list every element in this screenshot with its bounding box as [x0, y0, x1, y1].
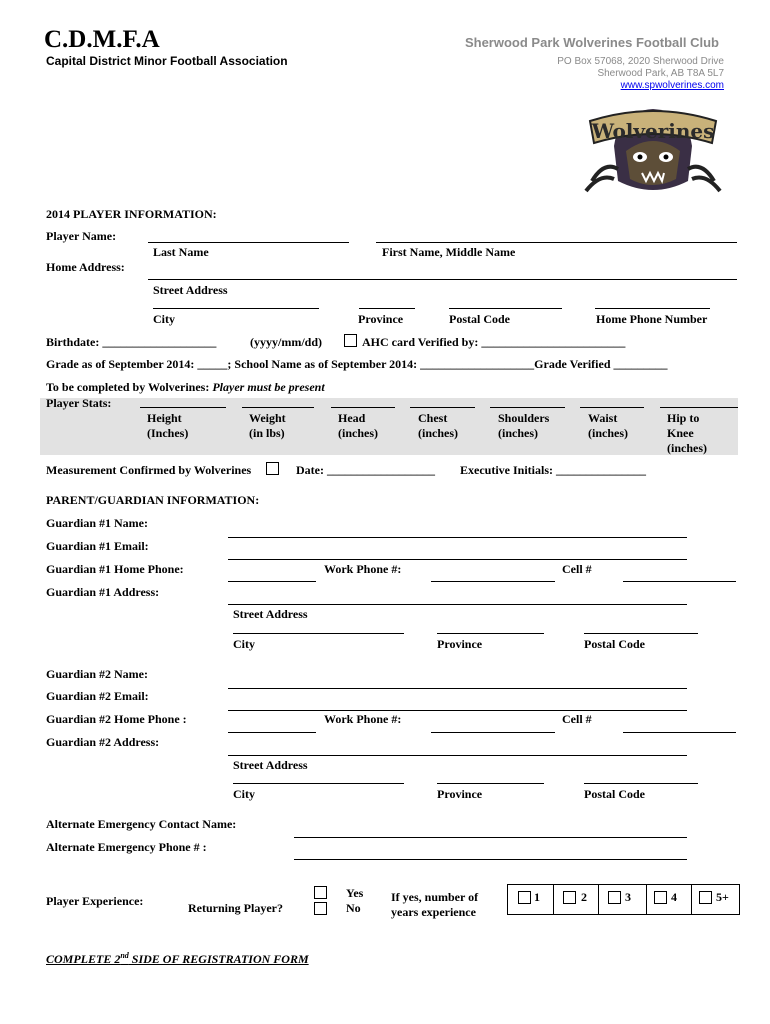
org-abbreviation: C.D.M.F.A	[44, 26, 160, 53]
club-address-line1: PO Box 57068, 2020 Sherwood Drive	[557, 56, 724, 67]
years-3-label: 3	[625, 890, 631, 904]
grade-school-line[interactable]: Grade as of September 2014: _____; School Name as of September 2014: ___________________Grade Verified _________	[46, 357, 668, 371]
guardian2-city-caption: City	[233, 787, 255, 801]
guardian2-street-field[interactable]	[228, 755, 687, 756]
last-name-caption: Last Name	[153, 245, 209, 259]
guardian1-city-caption: City	[233, 637, 255, 651]
shoulders-field[interactable]	[490, 407, 565, 408]
complete-second-side-note: COMPLETE 2nd SIDE OF REGISTRATION FORM	[46, 951, 309, 966]
guardian1-name-label: Guardian #1 Name:	[46, 516, 148, 530]
postal-code-field[interactable]	[449, 308, 562, 309]
weight-caption: Weight (in lbs)	[249, 411, 286, 440]
wolverines-note-text: To be completed by Wolverines:	[46, 380, 213, 394]
years-4-checkbox[interactable]	[654, 891, 667, 904]
emergency-contact-field[interactable]	[294, 837, 687, 838]
player-experience-label: Player Experience:	[46, 894, 144, 908]
guardian1-province-caption: Province	[437, 637, 483, 651]
guardian1-cell-field[interactable]	[623, 581, 736, 582]
guardian1-street-field[interactable]	[228, 604, 687, 605]
measurement-confirmed-checkbox[interactable]	[266, 462, 279, 475]
province-caption: Province	[358, 312, 404, 326]
hip-to-knee-field[interactable]	[660, 407, 738, 408]
years-4-label: 4	[671, 890, 677, 904]
guardian2-cell-field[interactable]	[623, 732, 736, 733]
guardian1-address-label: Guardian #1 Address:	[46, 585, 160, 599]
shoulders-caption: Shoulders (inches)	[498, 411, 550, 440]
player-stats-label: Player Stats:	[46, 396, 112, 410]
waist-caption: Waist (inches)	[588, 411, 628, 440]
birthdate-label[interactable]: Birthdate: ___________________	[46, 335, 217, 349]
wolverines-note	[46, 380, 325, 395]
weight-field[interactable]	[242, 407, 314, 408]
postal-code-caption: Postal Code	[449, 312, 510, 326]
guardian1-home-phone-label: Guardian #1 Home Phone:	[46, 562, 184, 576]
home-phone-field[interactable]	[595, 308, 710, 309]
height-field[interactable]	[140, 407, 226, 408]
years-1-label: 1	[534, 890, 540, 904]
guardian1-postal-field[interactable]	[584, 633, 698, 634]
guardian1-street-caption: Street Address	[233, 607, 308, 621]
last-name-field[interactable]	[148, 242, 349, 243]
guardian1-postal-caption: Postal Code	[584, 637, 645, 651]
guardian1-work-phone-field[interactable]	[431, 581, 555, 582]
executive-initials-field[interactable]: Executive Initials: _______________	[460, 463, 646, 477]
guardian1-email-label: Guardian #1 Email:	[46, 539, 149, 553]
guardian2-postal-field[interactable]	[584, 783, 698, 784]
ahc-verified-label[interactable]: AHC card Verified by: ________________________	[362, 335, 626, 349]
years-experience-question: If yes, number of years experience	[391, 890, 479, 919]
guardian1-name-field[interactable]	[228, 537, 687, 538]
years-1-checkbox[interactable]	[518, 891, 531, 904]
guardian1-work-phone-label: Work Phone #:	[324, 562, 402, 576]
club-name: Sherwood Park Wolverines Football Club	[464, 35, 719, 50]
first-name-field[interactable]	[376, 242, 737, 243]
player-section-title: 2014 PLAYER INFORMATION:	[46, 207, 217, 221]
home-address-label: Home Address:	[46, 260, 125, 274]
date-format-hint: (yyyy/mm/dd)	[250, 335, 322, 349]
years-2-label: 2	[581, 890, 587, 904]
guardian1-home-phone-field[interactable]	[228, 581, 316, 582]
chest-field[interactable]	[410, 407, 475, 408]
svg-text:Wolverines: Wolverines	[591, 119, 715, 143]
emergency-contact-label: Alternate Emergency Contact Name:	[46, 817, 237, 831]
guardian2-home-phone-field[interactable]	[228, 732, 316, 733]
guardian2-name-field[interactable]	[228, 688, 687, 689]
guardian1-cell-label: Cell #	[562, 562, 592, 576]
hip-to-knee-caption: Hip to Knee (inches)	[667, 411, 707, 455]
street-address-caption: Street Address	[153, 283, 228, 297]
years-2-checkbox[interactable]	[563, 891, 576, 904]
org-name: Capital District Minor Football Association	[46, 54, 288, 68]
years-experience-options	[507, 884, 740, 915]
measurement-date-field[interactable]: Date: __________________	[296, 463, 435, 477]
guardian2-cell-label: Cell #	[562, 712, 592, 726]
player-name-label: Player Name:	[46, 229, 117, 243]
city-field[interactable]	[153, 308, 319, 309]
emergency-phone-label: Alternate Emergency Phone # :	[46, 840, 207, 854]
returning-yes-label: Yes	[346, 886, 364, 900]
wolverines-logo	[584, 91, 722, 201]
guardian2-city-field[interactable]	[233, 783, 404, 784]
returning-no-label: No	[346, 901, 361, 915]
wolverines-note-emphasis: Player must be present	[212, 380, 325, 394]
returning-yes-checkbox[interactable]	[314, 886, 327, 899]
guardian2-address-label: Guardian #2 Address:	[46, 735, 160, 749]
guardian2-name-label: Guardian #2 Name:	[46, 667, 148, 681]
first-name-caption: First Name, Middle Name	[382, 245, 516, 259]
emergency-phone-field[interactable]	[294, 859, 687, 860]
guardian1-email-field[interactable]	[228, 559, 687, 560]
province-field[interactable]	[359, 308, 415, 309]
guardian2-home-phone-label: Guardian #2 Home Phone :	[46, 712, 187, 726]
city-caption: City	[153, 312, 175, 326]
guardian2-email-field[interactable]	[228, 710, 687, 711]
street-address-field[interactable]	[148, 279, 737, 280]
waist-field[interactable]	[580, 407, 644, 408]
guardian2-postal-caption: Postal Code	[584, 787, 645, 801]
head-field[interactable]	[331, 407, 395, 408]
head-caption: Head (inches)	[338, 411, 378, 440]
guardian2-province-field[interactable]	[437, 783, 544, 784]
years-5plus-label: 5+	[716, 890, 729, 904]
home-phone-caption: Home Phone Number	[596, 312, 708, 326]
years-5plus-checkbox[interactable]	[699, 891, 712, 904]
guardian2-work-phone-field[interactable]	[431, 732, 555, 733]
height-caption: Height (Inches)	[147, 411, 189, 440]
ahc-verified-checkbox[interactable]	[344, 334, 357, 347]
club-website-link[interactable]: www.spwolverines.com	[620, 80, 724, 91]
guardian2-province-caption: Province	[437, 787, 483, 801]
guardian2-email-label: Guardian #2 Email:	[46, 689, 149, 703]
measurement-confirmed-label: Measurement Confirmed by Wolverines	[46, 463, 252, 477]
club-address-line2: Sherwood Park, AB T8A 5L7	[597, 68, 724, 79]
guardian1-city-field[interactable]	[233, 633, 404, 634]
years-3-checkbox[interactable]	[608, 891, 621, 904]
guardian-section-title: PARENT/GUARDIAN INFORMATION:	[46, 493, 260, 507]
chest-caption: Chest (inches)	[418, 411, 458, 440]
guardian2-work-phone-label: Work Phone #:	[324, 712, 402, 726]
returning-no-checkbox[interactable]	[314, 902, 327, 915]
guardian2-street-caption: Street Address	[233, 758, 308, 772]
returning-player-label: Returning Player?	[188, 901, 283, 915]
guardian1-province-field[interactable]	[437, 633, 544, 634]
